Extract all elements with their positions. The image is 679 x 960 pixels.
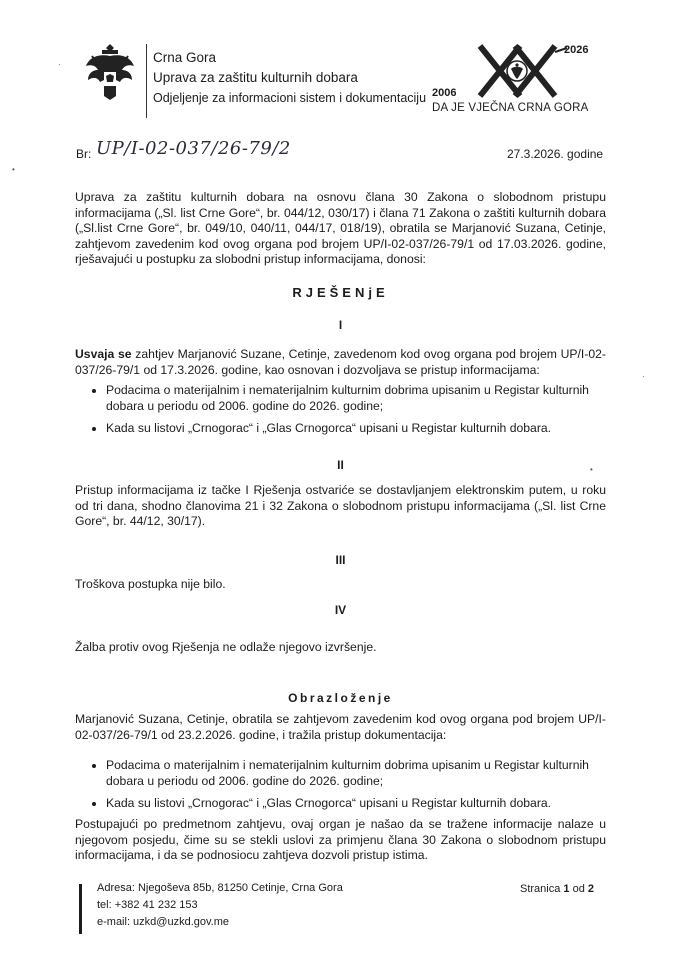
department-name: Odjeljenje za informacioni sistem i dokumentaciju: [153, 91, 427, 105]
section-1-paragraph: [75, 347, 606, 378]
list-item: • Kada su listovi „Crnogorac“ i „Glas Crnogorca“ upisani u Registar kulturnih dobara.: [106, 796, 622, 812]
section-2-paragraph: Pristup informacijama iz tačke I Rješenja ostvariće se dostavljanjem elektronskim putem, u roku od tri dana, shodno članovima 21 i 32 Zakona o slobodnom pristupu informacijama („Sl. list Crne Gore“, br. 44/12, 30/17).: [75, 483, 606, 529]
header-divider: [146, 44, 147, 118]
jubilee-motto: DA JE VJEČNA CRNA GORA: [432, 102, 589, 114]
coat-of-arms-icon: [82, 40, 138, 102]
section-numeral-1: I: [338, 318, 343, 332]
section-4-paragraph: Žalba protiv ovog Rješenja ne odlaže njegovo izvršenje.: [75, 640, 377, 654]
page-prefix: Stranica: [520, 883, 564, 895]
page-current: 1: [563, 883, 570, 895]
reasoning-bullets: [90, 758, 622, 819]
jubilee-year-end: 2026: [564, 44, 589, 56]
section-numeral-2: II: [337, 458, 344, 472]
reasoning-title: Obrazloženje: [288, 691, 393, 705]
list-item: • Podacima o materijalnim i nematerijalnim kulturnim dobrima upisanim u Registar kulturnih dobara u periodu od 2006. godine do 2026. godine;: [106, 383, 622, 414]
reasoning-intro: Marjanović Suzana, Cetinje, obratila se zahtjevom zavedenim kod ovog organa pod brojem UP/I-02-037/26-79/1 od 23.2.2026. godine, i tražila pristup dokumentacija:: [75, 712, 606, 742]
section-1-bullets: [90, 383, 622, 444]
section-1-lead: Usvaja se: [75, 347, 132, 361]
page-number: [520, 883, 594, 895]
reference-number-handwritten: UP/I-02-037/26-79/2: [96, 138, 291, 159]
intro-paragraph: Uprava za zaštitu kulturnih dobara na osnovu člana 30 Zakona o slobodnom pristupu informacijama („Sl. list Crne Gore“, br. 044/12, 030/17) i člana 71 Zakona o zaštiti kulturnih dobara („Sl.list Crne Gore“, br. 049/10, 040/11, 044/17, 018/19), obratila se Marjanović Suzana, Cetinje, zahtjevom zavedenim kod ovog organa pod brojem UP/I-02-037/26-79/1 od 17.03.2026. godine, rješavajući u postupku za slobodni pristup informacijama, donosi:: [75, 190, 606, 267]
footer-bar: [79, 884, 82, 934]
section-3-paragraph: Troškova postupka nije bilo.: [75, 577, 226, 591]
document-date: 27.3.2026. godine: [507, 147, 604, 161]
scan-speck: ·: [58, 60, 61, 69]
section-numeral-4: IV: [334, 603, 347, 617]
scan-speck: •: [12, 165, 15, 174]
footer-phone: tel: +382 41 232 153: [97, 899, 198, 911]
footer-address: Adresa: Njegoševa 85b, 81250 Cetinje, Crna Gora: [97, 882, 343, 894]
jubilee-year-start: 2006: [432, 87, 457, 99]
section-numeral-3: III: [335, 553, 346, 567]
scan-speck: ·: [642, 372, 645, 381]
section-1-text: zahtjev Marjanović Suzane, Cetinje, zavedenom kod ovog organa pod brojem UP/I-02-037/26-79/1 od 17.3.2026. godine, kao osnovan i dozvoljava se pristup informacijama:: [75, 347, 606, 377]
scan-speck: •: [590, 465, 593, 474]
footer-email: e-mail: uzkd@uzkd.gov.me: [97, 916, 230, 928]
page-total: 2: [587, 883, 595, 895]
reasoning-paragraph: Postupajući po predmetnom zahtjevu, ovaj organ je našao da se tražene informacije nalaze u njegovom posjedu, čime su se stekli uslovi za primjenu člana 30 Zakona o slobodnom pristupu informacijama, i da se podnosiocu zahtjeva dozvoli pristup istima.: [75, 817, 606, 863]
list-item: • Podacima o materijalnim i nematerijalnim kulturnim dobrima upisanim u Registar kulturnih dobara u periodu od 2006. godine do 2026. godine;: [106, 758, 622, 789]
footer-contact: [97, 880, 343, 931]
institution-name: Uprava za zaštitu kulturnih dobara: [153, 70, 358, 85]
reference-label: Br:: [76, 147, 92, 161]
institution-block: [153, 48, 426, 108]
country-name: Crna Gora: [153, 50, 217, 65]
list-item: • Kada su listovi „Crnogorac“ i „Glas Crnogorca“ upisani u Registar kulturnih dobara.: [106, 421, 622, 437]
decision-title: RJEŠENjE: [292, 285, 389, 300]
page-middle: od: [569, 883, 588, 895]
